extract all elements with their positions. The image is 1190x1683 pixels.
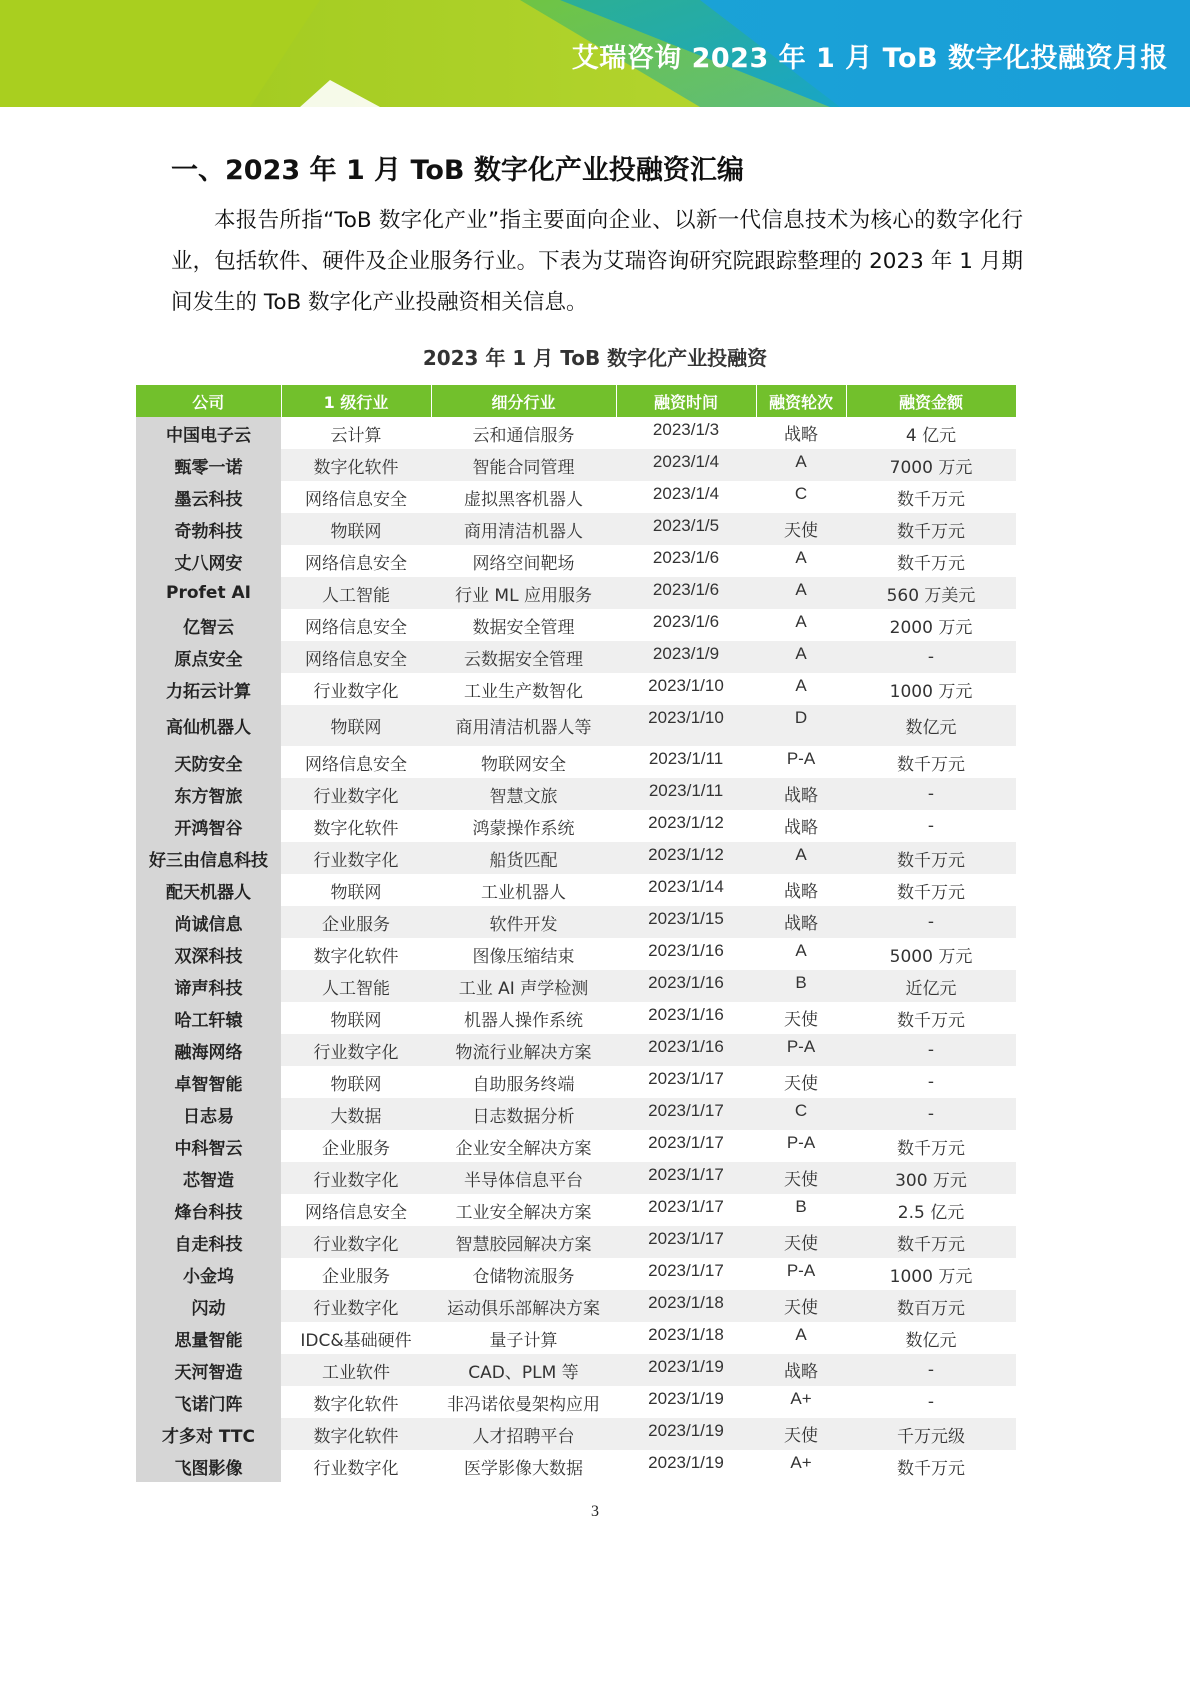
cell-sub-industry: 人才招聘平台 xyxy=(431,1418,616,1450)
cell-industry: 网络信息安全 xyxy=(281,481,431,513)
cell-sub-industry: 数据安全管理 xyxy=(431,609,616,641)
cell-date: 2023/1/17 xyxy=(616,1258,756,1290)
cell-sub-industry: 商用清洁机器人等 xyxy=(431,705,616,746)
cell-date: 2023/1/14 xyxy=(616,874,756,906)
cell-date: 2023/1/16 xyxy=(616,1002,756,1034)
cell-date: 2023/1/4 xyxy=(616,481,756,513)
cell-industry: 企业服务 xyxy=(281,1130,431,1162)
cell-amount: 数千万元 xyxy=(846,545,1016,577)
table-row xyxy=(136,545,1016,577)
cell-round: 战略 xyxy=(756,810,846,842)
table-row xyxy=(136,417,1016,449)
cell-sub-industry: 工业 AI 声学检测 xyxy=(431,970,616,1002)
table-row xyxy=(136,1098,1016,1130)
header-round: 融资轮次 xyxy=(756,385,846,417)
cell-round: 战略 xyxy=(756,1354,846,1386)
cell-sub-industry: 云数据安全管理 xyxy=(431,641,616,673)
cell-date: 2023/1/9 xyxy=(616,641,756,673)
cell-amount: 2.5 亿元 xyxy=(846,1194,1016,1226)
cell-company: 闪动 xyxy=(136,1290,281,1322)
cell-round: P-A xyxy=(756,1258,846,1290)
cell-round: A xyxy=(756,641,846,673)
cell-sub-industry: CAD、PLM 等 xyxy=(431,1354,616,1386)
cell-amount: 300 万元 xyxy=(846,1162,1016,1194)
cell-company: 融海网络 xyxy=(136,1034,281,1066)
cell-industry: 人工智能 xyxy=(281,970,431,1002)
table-row xyxy=(136,1034,1016,1066)
cell-amount: 数千万元 xyxy=(846,874,1016,906)
cell-amount: 数千万元 xyxy=(846,481,1016,513)
cell-date: 2023/1/6 xyxy=(616,545,756,577)
cell-round: C xyxy=(756,481,846,513)
cell-round: A xyxy=(756,449,846,481)
cell-amount: 数百万元 xyxy=(846,1290,1016,1322)
cell-round: A xyxy=(756,577,846,609)
cell-industry: 网络信息安全 xyxy=(281,545,431,577)
cell-company: 好三由信息科技 xyxy=(136,842,281,874)
cell-date: 2023/1/17 xyxy=(616,1066,756,1098)
cell-sub-industry: 自助服务终端 xyxy=(431,1066,616,1098)
cell-date: 2023/1/12 xyxy=(616,842,756,874)
cell-date: 2023/1/18 xyxy=(616,1290,756,1322)
cell-company: 飞诺门阵 xyxy=(136,1386,281,1418)
cell-date: 2023/1/16 xyxy=(616,970,756,1002)
cell-round: A xyxy=(756,673,846,705)
table-row xyxy=(136,906,1016,938)
table-row xyxy=(136,778,1016,810)
cell-company: Profet AI xyxy=(136,577,281,609)
cell-round: A xyxy=(756,545,846,577)
cell-sub-industry: 日志数据分析 xyxy=(431,1098,616,1130)
table-row xyxy=(136,874,1016,906)
cell-amount: 近亿元 xyxy=(846,970,1016,1002)
cell-date: 2023/1/16 xyxy=(616,938,756,970)
cell-amount: 数千万元 xyxy=(846,1130,1016,1162)
cell-industry: 行业数字化 xyxy=(281,1450,431,1482)
table-row xyxy=(136,609,1016,641)
cell-round: C xyxy=(756,1098,846,1130)
cell-sub-industry: 智能合同管理 xyxy=(431,449,616,481)
cell-date: 2023/1/19 xyxy=(616,1450,756,1482)
cell-industry: 云计算 xyxy=(281,417,431,449)
cell-industry: 行业数字化 xyxy=(281,1162,431,1194)
cell-date: 2023/1/17 xyxy=(616,1226,756,1258)
cell-round: A+ xyxy=(756,1450,846,1482)
cell-sub-industry: 医学影像大数据 xyxy=(431,1450,616,1482)
table-row xyxy=(136,1066,1016,1098)
cell-date: 2023/1/3 xyxy=(616,417,756,449)
cell-industry: 行业数字化 xyxy=(281,673,431,705)
cell-date: 2023/1/10 xyxy=(616,705,756,746)
cell-sub-industry: 云和通信服务 xyxy=(431,417,616,449)
cell-amount: 数千万元 xyxy=(846,746,1016,778)
table-row xyxy=(136,1258,1016,1290)
cell-amount: - xyxy=(846,810,1016,842)
cell-date: 2023/1/19 xyxy=(616,1418,756,1450)
header-company: 公司 xyxy=(136,385,281,417)
table-row xyxy=(136,842,1016,874)
table-row xyxy=(136,481,1016,513)
cell-sub-industry: 鸿蒙操作系统 xyxy=(431,810,616,842)
cell-amount: 数千万元 xyxy=(846,1450,1016,1482)
cell-round: 天使 xyxy=(756,1226,846,1258)
page-number: 3 xyxy=(591,1503,599,1520)
cell-company: 中国电子云 xyxy=(136,417,281,449)
cell-company: 天防安全 xyxy=(136,746,281,778)
table-row xyxy=(136,1226,1016,1258)
cell-sub-industry: 半导体信息平台 xyxy=(431,1162,616,1194)
cell-round: A+ xyxy=(756,1386,846,1418)
table-row xyxy=(136,1418,1016,1450)
cell-industry: 数字化软件 xyxy=(281,810,431,842)
header-date: 融资时间 xyxy=(616,385,756,417)
cell-date: 2023/1/12 xyxy=(616,810,756,842)
table-row xyxy=(136,1290,1016,1322)
cell-date: 2023/1/17 xyxy=(616,1130,756,1162)
cell-company: 中科智云 xyxy=(136,1130,281,1162)
cell-round: 战略 xyxy=(756,874,846,906)
cell-date: 2023/1/11 xyxy=(616,778,756,810)
cell-company: 天河智造 xyxy=(136,1354,281,1386)
cell-date: 2023/1/4 xyxy=(616,449,756,481)
cell-date: 2023/1/15 xyxy=(616,906,756,938)
cell-amount: - xyxy=(846,1034,1016,1066)
cell-industry: 网络信息安全 xyxy=(281,641,431,673)
cell-industry: 行业数字化 xyxy=(281,1290,431,1322)
table-row xyxy=(136,1162,1016,1194)
cell-date: 2023/1/10 xyxy=(616,673,756,705)
table-row xyxy=(136,449,1016,481)
report-title: 艾瑞咨询 2023 年 1 月 ToB 数字化投融资月报 xyxy=(571,43,1168,74)
intro-paragraph: 本报告所指“ToB 数字化产业”指主要面向企业、以新一代信息技术为核心的数字化行业，包括软件、硬件及企业服务行业。下表为艾瑞咨询研究院跟踪整理的 2023 年 1 月期间发生的 ToB 数字化产业投融资相关信息。 xyxy=(171,208,1023,315)
cell-round: 天使 xyxy=(756,1066,846,1098)
cell-sub-industry: 智慧文旅 xyxy=(431,778,616,810)
cell-company: 配天机器人 xyxy=(136,874,281,906)
cell-sub-industry: 工业机器人 xyxy=(431,874,616,906)
cell-industry: 网络信息安全 xyxy=(281,609,431,641)
cell-round: A xyxy=(756,938,846,970)
cell-round: 天使 xyxy=(756,1418,846,1450)
cell-sub-industry: 智慧胶园解决方案 xyxy=(431,1226,616,1258)
cell-sub-industry: 物联网安全 xyxy=(431,746,616,778)
table-row xyxy=(136,1450,1016,1482)
cell-round: B xyxy=(756,1194,846,1226)
table-row xyxy=(136,1386,1016,1418)
cell-sub-industry: 机器人操作系统 xyxy=(431,1002,616,1034)
cell-company: 思量智能 xyxy=(136,1322,281,1354)
table-row xyxy=(136,577,1016,609)
cell-amount: 数千万元 xyxy=(846,1002,1016,1034)
section-title: 一、2023 年 1 月 ToB 数字化产业投融资汇编 xyxy=(171,155,744,186)
cell-company: 开鸿智谷 xyxy=(136,810,281,842)
table-row xyxy=(136,810,1016,842)
cell-company: 谛声科技 xyxy=(136,970,281,1002)
cell-round: 天使 xyxy=(756,1162,846,1194)
cell-company: 墨云科技 xyxy=(136,481,281,513)
cell-industry: 物联网 xyxy=(281,874,431,906)
table-row xyxy=(136,1130,1016,1162)
cell-amount: 数千万元 xyxy=(846,1226,1016,1258)
table-row xyxy=(136,938,1016,970)
cell-sub-industry: 软件开发 xyxy=(431,906,616,938)
cell-industry: 数字化软件 xyxy=(281,449,431,481)
cell-company: 小金坞 xyxy=(136,1258,281,1290)
cell-industry: 企业服务 xyxy=(281,1258,431,1290)
cell-amount: 千万元级 xyxy=(846,1418,1016,1450)
cell-industry: 数字化软件 xyxy=(281,1386,431,1418)
table-body xyxy=(136,417,1016,1482)
cell-company: 甄零一诺 xyxy=(136,449,281,481)
cell-company: 原点安全 xyxy=(136,641,281,673)
cell-round: 战略 xyxy=(756,906,846,938)
cell-industry: 行业数字化 xyxy=(281,842,431,874)
cell-company: 尚诚信息 xyxy=(136,906,281,938)
table-row xyxy=(136,970,1016,1002)
cell-amount: 4 亿元 xyxy=(846,417,1016,449)
cell-sub-industry: 物流行业解决方案 xyxy=(431,1034,616,1066)
cell-industry: 网络信息安全 xyxy=(281,1194,431,1226)
table-header-row xyxy=(136,385,1016,417)
cell-sub-industry: 量子计算 xyxy=(431,1322,616,1354)
cell-date: 2023/1/17 xyxy=(616,1162,756,1194)
cell-sub-industry: 商用清洁机器人 xyxy=(431,513,616,545)
cell-date: 2023/1/17 xyxy=(616,1194,756,1226)
table-row xyxy=(136,513,1016,545)
cell-industry: 工业软件 xyxy=(281,1354,431,1386)
cell-amount: - xyxy=(846,906,1016,938)
cell-amount: - xyxy=(846,1354,1016,1386)
header-sub-industry: 细分行业 xyxy=(431,385,616,417)
cell-industry: 行业数字化 xyxy=(281,778,431,810)
table-row xyxy=(136,1322,1016,1354)
cell-industry: 大数据 xyxy=(281,1098,431,1130)
cell-date: 2023/1/6 xyxy=(616,609,756,641)
cell-company: 力拓云计算 xyxy=(136,673,281,705)
cell-amount: 7000 万元 xyxy=(846,449,1016,481)
cell-date: 2023/1/19 xyxy=(616,1354,756,1386)
cell-company: 芯智造 xyxy=(136,1162,281,1194)
cell-industry: 物联网 xyxy=(281,705,431,746)
cell-company: 双深科技 xyxy=(136,938,281,970)
cell-company: 高仙机器人 xyxy=(136,705,281,746)
cell-round: P-A xyxy=(756,1034,846,1066)
header-banner xyxy=(0,0,1190,107)
cell-date: 2023/1/5 xyxy=(616,513,756,545)
cell-company: 卓智智能 xyxy=(136,1066,281,1098)
cell-company: 亿智云 xyxy=(136,609,281,641)
cell-date: 2023/1/17 xyxy=(616,1098,756,1130)
cell-company: 哈工轩辕 xyxy=(136,1002,281,1034)
header-industry: 1 级行业 xyxy=(281,385,431,417)
cell-company: 飞图影像 xyxy=(136,1450,281,1482)
cell-amount: 5000 万元 xyxy=(846,938,1016,970)
cell-amount: 数亿元 xyxy=(846,705,1016,746)
cell-amount: 数千万元 xyxy=(846,513,1016,545)
cell-sub-industry: 行业 ML 应用服务 xyxy=(431,577,616,609)
cell-company: 丈八网安 xyxy=(136,545,281,577)
cell-date: 2023/1/16 xyxy=(616,1034,756,1066)
cell-date: 2023/1/19 xyxy=(616,1386,756,1418)
cell-amount: - xyxy=(846,641,1016,673)
cell-amount: - xyxy=(846,1386,1016,1418)
cell-industry: 行业数字化 xyxy=(281,1226,431,1258)
cell-round: P-A xyxy=(756,1130,846,1162)
cell-industry: 网络信息安全 xyxy=(281,746,431,778)
table-row xyxy=(136,1002,1016,1034)
cell-amount: 560 万美元 xyxy=(846,577,1016,609)
table-row xyxy=(136,746,1016,778)
cell-industry: IDC&基础硬件 xyxy=(281,1322,431,1354)
cell-amount: 2000 万元 xyxy=(846,609,1016,641)
cell-industry: 物联网 xyxy=(281,1066,431,1098)
cell-company: 奇勃科技 xyxy=(136,513,281,545)
cell-round: A xyxy=(756,1322,846,1354)
header-amount: 融资金额 xyxy=(846,385,1016,417)
cell-industry: 物联网 xyxy=(281,1002,431,1034)
table-row xyxy=(136,1194,1016,1226)
cell-round: 天使 xyxy=(756,513,846,545)
cell-round: 战略 xyxy=(756,778,846,810)
cell-round: A xyxy=(756,842,846,874)
cell-amount: - xyxy=(846,1066,1016,1098)
cell-industry: 物联网 xyxy=(281,513,431,545)
cell-sub-industry: 工业生产数智化 xyxy=(431,673,616,705)
cell-amount: - xyxy=(846,1098,1016,1130)
cell-round: A xyxy=(756,609,846,641)
cell-date: 2023/1/6 xyxy=(616,577,756,609)
table-row xyxy=(136,641,1016,673)
cell-sub-industry: 工业安全解决方案 xyxy=(431,1194,616,1226)
cell-sub-industry: 仓储物流服务 xyxy=(431,1258,616,1290)
cell-round: B xyxy=(756,970,846,1002)
cell-sub-industry: 非冯诺依曼架构应用 xyxy=(431,1386,616,1418)
cell-sub-industry: 图像压缩结束 xyxy=(431,938,616,970)
cell-industry: 数字化软件 xyxy=(281,938,431,970)
investment-table xyxy=(136,385,1016,1482)
cell-round: 天使 xyxy=(756,1290,846,1322)
cell-sub-industry: 运动俱乐部解决方案 xyxy=(431,1290,616,1322)
cell-amount: 数千万元 xyxy=(846,842,1016,874)
cell-amount: - xyxy=(846,778,1016,810)
cell-industry: 企业服务 xyxy=(281,906,431,938)
cell-company: 东方智旅 xyxy=(136,778,281,810)
cell-company: 自走科技 xyxy=(136,1226,281,1258)
table-row xyxy=(136,673,1016,705)
cell-sub-industry: 网络空间靶场 xyxy=(431,545,616,577)
cell-industry: 行业数字化 xyxy=(281,1034,431,1066)
cell-amount: 1000 万元 xyxy=(846,1258,1016,1290)
cell-round: 天使 xyxy=(756,1002,846,1034)
cell-date: 2023/1/11 xyxy=(616,746,756,778)
cell-round: 战略 xyxy=(756,417,846,449)
table-row xyxy=(136,1354,1016,1386)
cell-company: 烽台科技 xyxy=(136,1194,281,1226)
cell-industry: 数字化软件 xyxy=(281,1418,431,1450)
cell-company: 日志易 xyxy=(136,1098,281,1130)
cell-company: 才多对 TTC xyxy=(136,1418,281,1450)
cell-amount: 数亿元 xyxy=(846,1322,1016,1354)
cell-sub-industry: 船货匹配 xyxy=(431,842,616,874)
cell-industry: 人工智能 xyxy=(281,577,431,609)
cell-amount: 1000 万元 xyxy=(846,673,1016,705)
cell-sub-industry: 虚拟黑客机器人 xyxy=(431,481,616,513)
cell-date: 2023/1/18 xyxy=(616,1322,756,1354)
table-row xyxy=(136,705,1016,746)
cell-round: P-A xyxy=(756,746,846,778)
table-title: 2023 年 1 月 ToB 数字化产业投融资 xyxy=(422,346,768,370)
cell-sub-industry: 企业安全解决方案 xyxy=(431,1130,616,1162)
cell-round: D xyxy=(756,705,846,746)
